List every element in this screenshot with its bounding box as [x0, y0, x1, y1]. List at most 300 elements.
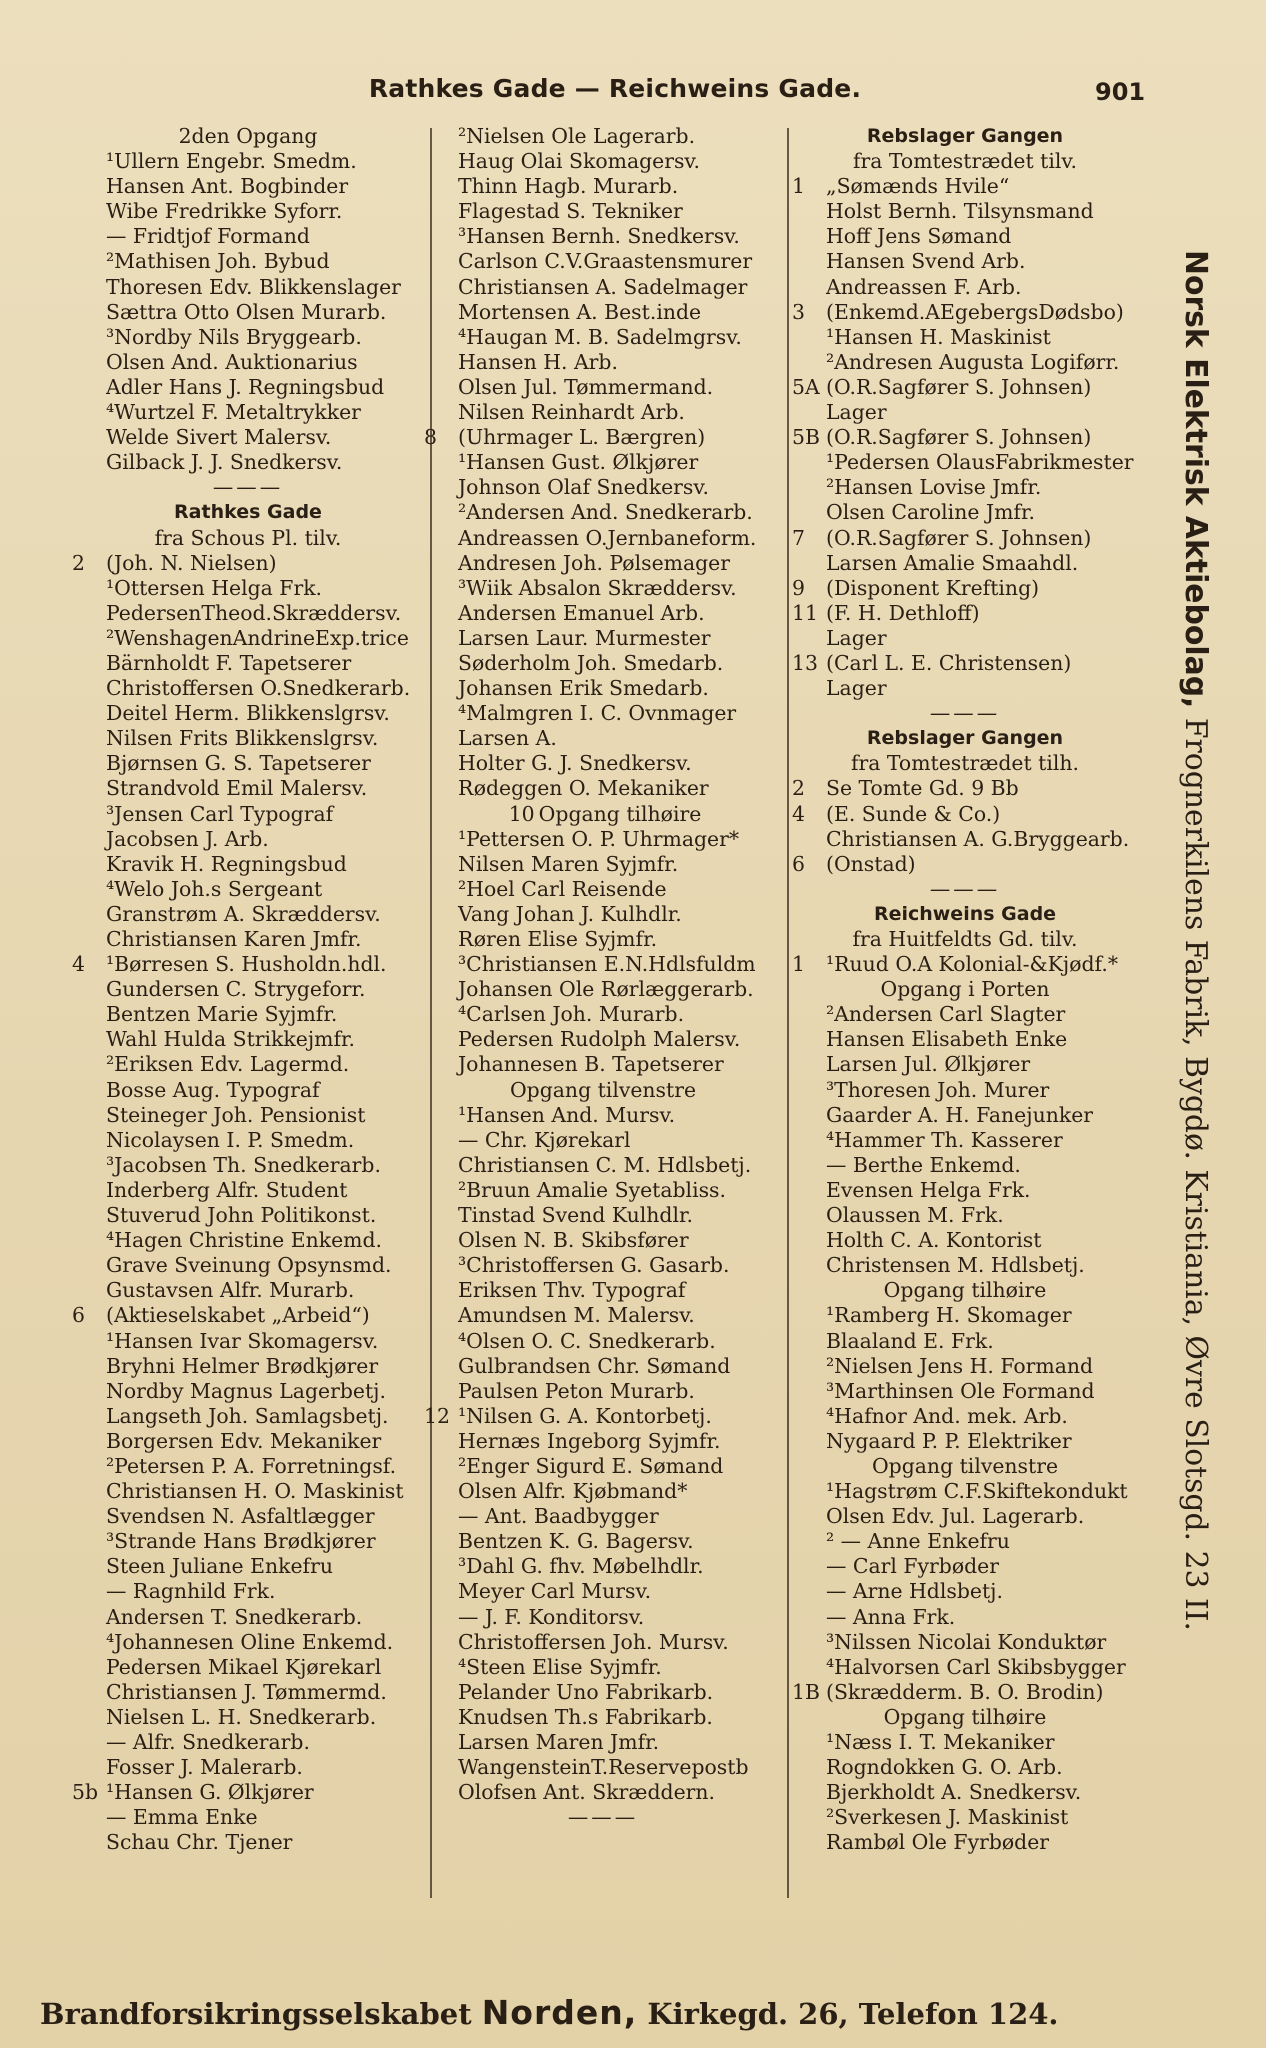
- entry-text: Nilsen Frits Blikkenslgrsv.: [106, 726, 379, 751]
- entry-text: Opgang tilhøire: [883, 1704, 1047, 1729]
- directory-entry: [424, 1153, 782, 1178]
- directory-entry: [424, 1705, 782, 1730]
- directory-entry: [72, 877, 424, 902]
- directory-entry: [424, 977, 782, 1002]
- directory-entry: [424, 1404, 782, 1429]
- entry-text: Wahl Hulda Strikkejmfr.: [106, 1027, 356, 1052]
- entry-text: Bärnholdt F. Tapetserer: [106, 650, 352, 675]
- entry-text: Christiansen C. M. Hdlsbetj.: [458, 1152, 752, 1177]
- entry-text: ¹Ruud O.A Kolonial-&Kjødf.*: [826, 952, 1119, 977]
- entry-text: ³Nilssen Nicolai Konduktør: [826, 1629, 1107, 1654]
- directory-entry: [424, 1805, 782, 1830]
- entry-text: ———: [567, 1805, 639, 1830]
- directory-entry: [424, 751, 782, 776]
- directory-entry: [72, 676, 424, 701]
- entry-text: Paulsen Peton Murarb.: [458, 1378, 695, 1403]
- directory-entry: [792, 1002, 1138, 1027]
- directory-entry: [72, 526, 424, 551]
- directory-entry: [72, 1329, 424, 1354]
- entry-text: ¹Pedersen OlausFabrikmester: [826, 450, 1134, 475]
- directory-entry: [792, 676, 1138, 701]
- directory-entry: [792, 275, 1138, 300]
- directory-entry: [72, 802, 424, 827]
- entry-text: Schau Chr. Tjener: [106, 1830, 293, 1855]
- entry-text: Andreassen F. Arb.: [826, 274, 1022, 299]
- entry-text: ⁴Malmgren I. C. Ovnmager: [458, 701, 737, 726]
- entry-text: ¹Hansen H. Maskinist: [826, 324, 1051, 349]
- entry-text: Christiansen A. G.Bryggearb.: [826, 826, 1130, 851]
- entry-text: — Berthe Enkemd.: [826, 1152, 1021, 1177]
- entry-text: ¹Hagstrøm C.F.Skiftekondukt: [826, 1479, 1128, 1504]
- entry-text: Rebslager Gangen: [866, 727, 1064, 750]
- entry-text: Rathkes Gade: [174, 501, 322, 524]
- house-number: 11: [792, 600, 818, 625]
- entry-text: Holst Bernh. Tilsynsmand: [826, 199, 1094, 224]
- entry-text: Larsen A.: [458, 726, 557, 751]
- entry-text: WangensteinT.Reservepostb: [458, 1755, 749, 1780]
- directory-entry: [72, 1178, 424, 1203]
- directory-entry: [792, 400, 1138, 425]
- entry-text: Nordby Magnus Lagerbetj.: [106, 1378, 386, 1403]
- entry-text: ²Andersen And. Snedkerarb.: [458, 500, 753, 525]
- entry-text: fra Tomtestrædet tilv.: [852, 149, 1077, 174]
- entry-text: Holth C. A. Kontorist: [826, 1228, 1042, 1253]
- directory-entry: [72, 1780, 424, 1805]
- entry-text: — Fridtjof Formand: [106, 224, 310, 249]
- entry-text: Thoresen Edv. Blikkenslager: [106, 274, 401, 299]
- entry-text: — Arne Hdlsbetj.: [826, 1579, 1003, 1604]
- side-ad-address: Frognerkilens Fabrik, Bygdø. Kristiania, Øvre Slotsgd. 23 II.: [1178, 708, 1213, 1632]
- entry-text: ³Marthinsen Ole Formand: [826, 1378, 1095, 1403]
- directory-entry: [424, 1680, 782, 1705]
- directory-entry: [424, 1429, 782, 1454]
- directory-entry: [792, 751, 1138, 776]
- entry-text: ¹Hansen Ivar Skomagersv.: [106, 1328, 379, 1353]
- entry-text: Olsen Caroline Jmfr.: [826, 500, 1035, 525]
- entry-text: ²Hoel Carl Reisende: [458, 876, 667, 901]
- entry-text: ¹Hansen And. Mursv.: [458, 1102, 676, 1127]
- entry-text: ²Petersen P. A. Forretningsf.: [106, 1453, 397, 1478]
- entry-text: Gaarder A. H. Fanejunker: [826, 1102, 1094, 1127]
- entry-text: Pelander Uno Fabrikarb.: [458, 1679, 714, 1704]
- entry-text: Nicolaysen I. P. Smedm.: [106, 1127, 355, 1152]
- entry-text: Larsen Laur. Murmester: [458, 625, 711, 650]
- directory-entry: [72, 1805, 424, 1830]
- entry-text: 2den Opgang: [178, 124, 318, 148]
- entry-text: ²Bruun Amalie Syetabliss.: [458, 1177, 727, 1202]
- entry-text: ¹Hansen G. Ølkjører: [106, 1780, 314, 1805]
- entry-text: ⁴Olsen O. C. Snedkerarb.: [458, 1328, 716, 1353]
- entry-text: Bentzen Marie Syjmfr.: [106, 1002, 338, 1027]
- entry-text: Gulbrandsen Chr. Sømand: [458, 1353, 731, 1378]
- entry-text: Larsen Amalie Smaahdl.: [826, 550, 1079, 575]
- entry-text: ⁴Hafnor And. mek. Arb.: [826, 1403, 1068, 1428]
- entry-text: ⁴Johannesen Oline Enkemd.: [106, 1629, 394, 1654]
- entry-text: ²Nielsen Ole Lagerarb.: [458, 124, 696, 148]
- entry-text: fra Huitfeldts Gd. tilv.: [852, 927, 1078, 951]
- entry-text: Olsen N. B. Skibsfører: [458, 1228, 689, 1253]
- directory-entry: [792, 249, 1138, 274]
- directory-entry: [424, 1479, 782, 1504]
- directory-entry: [792, 852, 1138, 877]
- entry-text: Johansen Erik Smedarb.: [458, 676, 709, 701]
- entry-text: Deitel Herm. Blikkenslgrsv.: [106, 701, 390, 726]
- directory-entry: [72, 1228, 424, 1253]
- directory-entry: [72, 1002, 424, 1027]
- directory-entry: [792, 1805, 1138, 1830]
- entry-text: Rambøl Ole Fyrbøder: [826, 1830, 1050, 1855]
- entry-text: ³Christiansen E.N.Hdlsfuldm: [458, 952, 756, 977]
- entry-text: Pedersen Rudolph Malersv.: [458, 1027, 741, 1052]
- entry-text: ³Christoffersen G. Gasarb.: [458, 1253, 730, 1278]
- directory-entry: [424, 1178, 782, 1203]
- directory-entry: [424, 626, 782, 651]
- entry-text: — Alfr. Snedkerarb.: [106, 1730, 310, 1754]
- entry-text: — Anna Frk.: [826, 1604, 956, 1629]
- house-number: 12: [424, 1403, 450, 1428]
- directory-entry: [72, 576, 424, 601]
- house-number: 3: [792, 299, 805, 324]
- directory-entry: [424, 174, 782, 199]
- directory-entry: [792, 902, 1138, 927]
- directory-entry: [792, 1429, 1138, 1454]
- house-number: 4: [72, 952, 85, 977]
- directory-entry: [72, 149, 424, 174]
- directory-entry: [424, 450, 782, 475]
- entry-text: Nilsen Maren Syjmfr.: [458, 851, 679, 876]
- entry-text: Tinstad Svend Kulhdlr.: [458, 1203, 693, 1228]
- entry-text: Kravik H. Regningsbud: [106, 851, 347, 876]
- entry-text: Amundsen M. Malersv.: [458, 1303, 695, 1328]
- house-number: 2: [72, 550, 85, 575]
- entry-text: Olsen Alfr. Kjøbmand*: [458, 1479, 688, 1504]
- entry-text: Rebslager Gangen: [866, 125, 1064, 147]
- directory-entry: [72, 1404, 424, 1429]
- directory-entry: [424, 275, 782, 300]
- entry-text: ²Nielsen Jens H. Formand: [826, 1353, 1094, 1378]
- directory-entry: [72, 751, 424, 776]
- directory-entry: [424, 1329, 782, 1354]
- entry-text: ²Mathisen Joh. Bybud: [106, 249, 330, 274]
- directory-entry: [72, 1755, 424, 1780]
- entry-text: Andresen Joh. Pølsemager: [458, 550, 730, 575]
- directory-entry: [792, 1705, 1138, 1730]
- directory-entry: [72, 551, 424, 576]
- directory-column-3: [792, 124, 1138, 1855]
- entry-text: ²Andersen Carl Slagter: [826, 1002, 1066, 1027]
- directory-entry: [792, 375, 1138, 400]
- entry-text: — J. F. Konditorsv.: [458, 1604, 645, 1629]
- directory-entry: [792, 199, 1138, 224]
- entry-text: Hansen H. Arb.: [458, 349, 618, 374]
- entry-text: Grave Sveinung Opsynsmd.: [106, 1253, 392, 1278]
- directory-entry: [72, 1429, 424, 1454]
- entry-text: Olsen And. Auktionarius: [106, 349, 358, 374]
- entry-text: Vang Johan J. Kulhdlr.: [458, 901, 682, 926]
- entry-text: (Carl L. E. Christensen): [826, 650, 1072, 675]
- directory-entry: [792, 1479, 1138, 1504]
- directory-entry: [424, 300, 782, 325]
- entry-text: ¹Børresen S. Husholdn.hdl.: [106, 952, 387, 977]
- footer-advertisement: [40, 1993, 1180, 2032]
- directory-entry: [792, 526, 1138, 551]
- directory-entry: [72, 1454, 424, 1479]
- entry-text: ³Thoresen Joh. Murer: [826, 1077, 1050, 1102]
- directory-entry: [424, 1078, 782, 1103]
- entry-text: Steen Juliane Enkefru: [106, 1554, 333, 1579]
- entry-text: Gundersen C. Strygeforr.: [106, 977, 366, 1002]
- entry-text: (F. H. Dethloff): [826, 600, 980, 625]
- house-number: 1B: [792, 1679, 820, 1704]
- directory-entry: [424, 199, 782, 224]
- directory-entry: [792, 952, 1138, 977]
- directory-entry: [792, 626, 1138, 651]
- directory-entry: [72, 1504, 424, 1529]
- entry-text: ³Dahl G. fhv. Møbelhdlr.: [458, 1554, 704, 1579]
- entry-text: ³Nordby Nils Bryggearb.: [106, 324, 362, 349]
- entry-text: (O.R.Sagfører S. Johnsen): [826, 525, 1092, 550]
- directory-entry: [424, 1103, 782, 1128]
- directory-entry: [792, 1278, 1138, 1303]
- entry-text: Bjerkholdt A. Snedkersv.: [826, 1780, 1082, 1805]
- entry-text: (Enkemd.AEgebergsDødsbo): [826, 299, 1124, 324]
- directory-entry: [72, 199, 424, 224]
- directory-entry: [72, 450, 424, 475]
- directory-entry: [792, 1253, 1138, 1278]
- directory-entry: [424, 400, 782, 425]
- directory-entry: [72, 425, 424, 450]
- house-number: 13: [792, 650, 818, 675]
- directory-entry: [792, 325, 1138, 350]
- directory-entry: [424, 576, 782, 601]
- house-number: 9: [792, 575, 805, 600]
- entry-text: Holter G. J. Snedkersv.: [458, 751, 692, 776]
- entry-text: ² — Anne Enkefru: [826, 1529, 1010, 1554]
- directory-entry: [72, 726, 424, 751]
- directory-entry: [424, 902, 782, 927]
- entry-text: (E. Sunde & Co.): [826, 801, 1001, 826]
- entry-text: ³Jensen Carl Typograf: [106, 801, 334, 826]
- entry-text: Knudsen Th.s Fabrikarb.: [458, 1704, 713, 1729]
- directory-entry: [792, 500, 1138, 525]
- entry-text: ¹Ottersen Helga Frk.: [106, 575, 323, 600]
- directory-entry: [72, 1479, 424, 1504]
- directory-entry: [792, 124, 1138, 149]
- entry-text: Opgang tilhøire: [538, 801, 702, 826]
- entry-text: Flagestad S. Tekniker: [458, 199, 683, 224]
- directory-entry: [72, 300, 424, 325]
- directory-entry: [72, 400, 424, 425]
- directory-entry: [792, 1354, 1138, 1379]
- entry-text: — Emma Enke: [106, 1805, 258, 1830]
- directory-entry: [424, 1253, 782, 1278]
- directory-entry: [72, 375, 424, 400]
- entry-text: Blaaland E. Frk.: [826, 1328, 994, 1353]
- directory-entry: [792, 1529, 1138, 1554]
- entry-text: Jacobsen J. Arb.: [106, 826, 269, 851]
- directory-entry: [792, 651, 1138, 676]
- entry-text: ¹Hansen Gust. Ølkjører: [458, 450, 699, 475]
- entry-text: (Joh. N. Nielsen): [106, 550, 277, 575]
- entry-text: ²WenshagenAndrineExp.trice: [106, 625, 409, 650]
- entry-text: Christiansen J. Tømmermd.: [106, 1679, 387, 1704]
- directory-entry: [72, 1027, 424, 1052]
- entry-text: Reichweins Gade: [873, 902, 1057, 925]
- directory-entry: [792, 1404, 1138, 1429]
- entry-text: Hansen Svend Arb.: [826, 249, 1026, 274]
- directory-entry: [792, 450, 1138, 475]
- directory-entry: [72, 1830, 424, 1855]
- entry-text: ⁴Hagen Christine Enkemd.: [106, 1228, 383, 1253]
- entry-text: Christensen M. Hdlsbetj.: [826, 1253, 1085, 1278]
- entry-text: Lager: [826, 400, 887, 425]
- entry-text: fra Tomtestrædet tilh.: [850, 751, 1080, 776]
- entry-text: (O.R.Sagfører S. Johnsen): [826, 425, 1092, 450]
- entry-text: Hansen Ant. Bogbinder: [106, 174, 349, 199]
- entry-text: Hansen Elisabeth Enke: [826, 1027, 1068, 1052]
- directory-entry: [424, 475, 782, 500]
- entry-text: Opgang tilvenstre: [871, 1453, 1059, 1478]
- directory-entry: [792, 1730, 1138, 1755]
- entry-text: ¹Næss I. T. Mekaniker: [826, 1730, 1055, 1754]
- directory-entry: [424, 1554, 782, 1579]
- directory-entry: [424, 1780, 782, 1805]
- entry-text: Adler Hans J. Regningsbud: [106, 374, 385, 399]
- directory-entry: [424, 1027, 782, 1052]
- entry-text: Lager: [826, 676, 887, 701]
- entry-text: Andreassen O.Jernbaneform.: [458, 525, 757, 550]
- directory-entry: [424, 375, 782, 400]
- directory-entry: [72, 1052, 424, 1077]
- directory-entry: [792, 1680, 1138, 1705]
- entry-text: Langseth Joh. Samlagsbetj.: [106, 1403, 389, 1428]
- house-number: 5B: [792, 425, 820, 450]
- directory-entry: [72, 852, 424, 877]
- directory-entry: [792, 1228, 1138, 1253]
- directory-entry: [424, 601, 782, 626]
- directory-entry: [424, 877, 782, 902]
- entry-text: Olsen Edv. Jul. Lagerarb.: [826, 1504, 1085, 1529]
- directory-entry: [424, 1303, 782, 1328]
- entry-text: Haug Olai Skomagersv.: [458, 149, 701, 174]
- entry-text: ²Eriksen Edv. Lagermd.: [106, 1052, 350, 1077]
- directory-entry: [72, 1203, 424, 1228]
- entry-text: Larsen Maren Jmfr.: [458, 1730, 660, 1754]
- entry-text: Thinn Hagb. Murarb.: [458, 174, 679, 199]
- entry-text: ¹Pettersen O. P. Uhrmager*: [458, 826, 740, 851]
- directory-entry: [424, 676, 782, 701]
- directory-entry: [792, 1554, 1138, 1579]
- directory-entry: [424, 1630, 782, 1655]
- entry-text: Hoff Jens Sømand: [826, 224, 1012, 249]
- entry-text: Christiansen H. O. Maskinist: [106, 1479, 404, 1504]
- house-number: 4: [792, 801, 805, 826]
- directory-entry: [72, 1253, 424, 1278]
- house-number: 5A: [792, 374, 820, 399]
- directory-entry: [792, 300, 1138, 325]
- directory-entry: [424, 425, 782, 450]
- directory-entry: [792, 1579, 1138, 1604]
- directory-entry: [424, 1730, 782, 1755]
- directory-entry: [424, 249, 782, 274]
- page-title: Rathkes Gade — Reichweins Gade.: [368, 74, 862, 103]
- house-number: 7: [792, 525, 805, 550]
- directory-entry: [424, 1203, 782, 1228]
- entry-text: Opgang i Porten: [880, 977, 1050, 1002]
- directory-entry: [792, 802, 1138, 827]
- entry-text: Christiansen Karen Jmfr.: [106, 927, 362, 951]
- directory-entry: [792, 149, 1138, 174]
- directory-entry: [424, 1052, 782, 1077]
- entry-text: Borgersen Edv. Mekaniker: [106, 1428, 382, 1453]
- entry-text: Fosser J. Malerarb.: [106, 1755, 303, 1780]
- entry-text: Evensen Helga Frk.: [826, 1177, 1031, 1202]
- house-number: 2: [792, 776, 805, 801]
- entry-text: Lager: [826, 625, 887, 650]
- directory-entry: [424, 827, 782, 852]
- entry-text: ¹Ramberg H. Skomager: [826, 1303, 1072, 1328]
- entry-text: ¹Ullern Engebr. Smedm.: [106, 149, 357, 174]
- entry-text: ²Hansen Lovise Jmfr.: [826, 475, 1042, 500]
- column-divider: [787, 128, 789, 1898]
- entry-text: Stuverud John Politikonst.: [106, 1203, 377, 1228]
- directory-entry: [792, 576, 1138, 601]
- directory-entry: [72, 1554, 424, 1579]
- directory-entry: [424, 1128, 782, 1153]
- directory-entry: [72, 325, 424, 350]
- entry-text: (Skrædderm. B. O. Brodin): [826, 1679, 1104, 1704]
- directory-entry: [72, 1705, 424, 1730]
- entry-text: — Ragnhild Frk.: [106, 1579, 276, 1604]
- entry-text: Larsen Jul. Ølkjører: [826, 1052, 1031, 1077]
- entry-text: Meyer Carl Mursv.: [458, 1579, 652, 1604]
- directory-entry: [792, 1103, 1138, 1128]
- directory-entry: [72, 124, 424, 149]
- directory-entry: [72, 249, 424, 274]
- directory-entry: [424, 1354, 782, 1379]
- house-number: 6: [792, 851, 805, 876]
- directory-entry: [424, 1755, 782, 1780]
- directory-entry: [424, 1454, 782, 1479]
- entry-text: Granstrøm A. Skræddersv.: [106, 901, 381, 926]
- directory-entry: [72, 500, 424, 525]
- directory-entry: [72, 1354, 424, 1379]
- entry-text: Svendsen N. Asfaltlægger: [106, 1504, 375, 1529]
- entry-text: Søderholm Joh. Smedarb.: [458, 650, 724, 675]
- directory-entry: [72, 927, 424, 952]
- directory-entry: [72, 1579, 424, 1604]
- directory-entry: [72, 1605, 424, 1630]
- directory-entry: [424, 651, 782, 676]
- directory-entry: [72, 1630, 424, 1655]
- entry-text: — Carl Fyrbøder: [826, 1554, 999, 1579]
- entry-text: ———: [929, 876, 1001, 901]
- entry-text: Hernæs Ingeborg Syjmfr.: [458, 1428, 721, 1453]
- directory-entry: [792, 1780, 1138, 1805]
- directory-entry: [72, 1278, 424, 1303]
- directory-entry: [72, 1103, 424, 1128]
- directory-entry: [424, 350, 782, 375]
- directory-entry: [72, 1078, 424, 1103]
- directory-entry: [424, 1504, 782, 1529]
- house-number: 8: [424, 425, 437, 450]
- directory-entry: [424, 1379, 782, 1404]
- directory-entry: [424, 701, 782, 726]
- directory-entry: [424, 526, 782, 551]
- directory-entry: [72, 350, 424, 375]
- directory-entry: [424, 1655, 782, 1680]
- directory-entry: [792, 174, 1138, 199]
